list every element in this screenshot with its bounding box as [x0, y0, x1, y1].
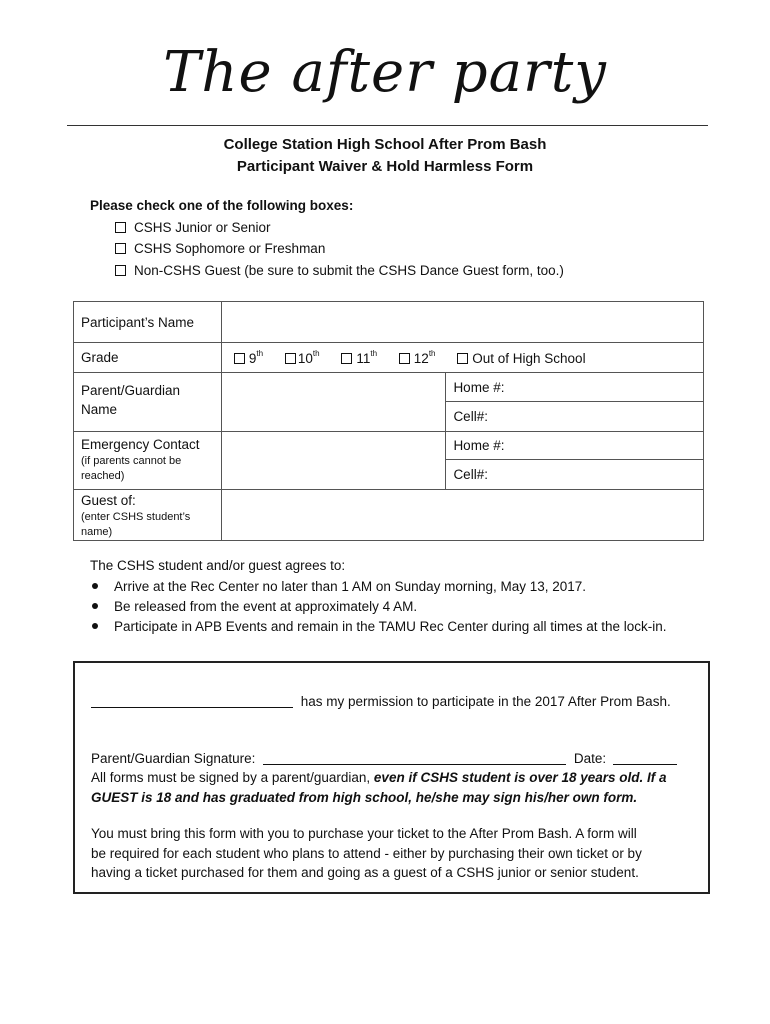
- grade-option-10[interactable]: 10th: [285, 349, 320, 366]
- participant-name-field[interactable]: [221, 302, 703, 343]
- grade-option-9[interactable]: 9th: [234, 349, 263, 366]
- bring-form-note: having a ticket purchased for them and going as a guest of a CSHS junior or senior student.: [91, 865, 639, 880]
- checkbox[interactable]: [457, 353, 468, 364]
- grade-option-12[interactable]: 12th: [399, 349, 436, 366]
- bring-form-note: be required for each student who plans to attend - either by purchasing their own ticket or by: [91, 846, 642, 861]
- checkbox[interactable]: [115, 243, 126, 254]
- signature-blank[interactable]: [263, 764, 566, 765]
- parent-home-phone[interactable]: Home #:: [446, 373, 704, 402]
- agreement-intro: The CSHS student and/or guest agrees to:: [90, 558, 346, 573]
- parent-cell-phone[interactable]: Cell#:: [446, 402, 704, 432]
- emergency-home-phone[interactable]: Home #:: [446, 432, 704, 460]
- grade-label: Grade: [74, 343, 222, 373]
- checkbox[interactable]: [399, 353, 410, 364]
- emergency-contact-label: Emergency Contact (if parents cannot be reached): [74, 432, 222, 490]
- signature-line: Parent/Guardian Signature: Date:: [91, 751, 677, 766]
- guest-of-field[interactable]: [221, 490, 703, 541]
- checkbox[interactable]: [341, 353, 352, 364]
- checkbox[interactable]: [234, 353, 245, 364]
- checkbox[interactable]: [285, 353, 296, 364]
- parent-guardian-name-field[interactable]: [221, 373, 446, 432]
- grade-option-11[interactable]: 11th: [341, 349, 377, 366]
- grade-options: [221, 343, 703, 373]
- checkbox-option-sophomore-freshman[interactable]: CSHS Sophomore or Freshman: [115, 241, 325, 256]
- page-title: The after party: [163, 40, 607, 105]
- checkbox[interactable]: [115, 222, 126, 233]
- participant-info-table: [73, 301, 704, 541]
- checkbox-option-guest[interactable]: Non-CSHS Guest (be sure to submit the CSHS Dance Guest form, too.): [115, 263, 564, 278]
- guest-of-label: Guest of: (enter CSHS student’s name): [74, 490, 222, 541]
- emergency-cell-phone[interactable]: Cell#:: [446, 460, 704, 490]
- grade-option-out-of-high-school[interactable]: Out of High School: [457, 351, 585, 366]
- student-name-blank[interactable]: [91, 707, 293, 708]
- signature-requirement-note: All forms must be signed by a parent/guardian, even if CSHS student is over 18 years old. If a: [91, 770, 667, 785]
- agreement-item: Arrive at the Rec Center no later than 1 AM on Sunday morning, May 13, 2017.: [92, 579, 586, 594]
- parent-guardian-label: Parent/Guardian Name: [74, 373, 222, 432]
- date-blank[interactable]: [613, 764, 677, 765]
- bring-form-note: You must bring this form with you to purchase your ticket to the After Prom Bash. A form will: [91, 826, 637, 841]
- emergency-contact-field[interactable]: [221, 432, 446, 490]
- title-rule: [67, 125, 708, 126]
- checkbox-prompt: Please check one of the following boxes:: [90, 198, 354, 213]
- checkbox-option-junior-senior[interactable]: CSHS Junior or Senior: [115, 220, 271, 235]
- checkbox[interactable]: [115, 265, 126, 276]
- school-heading: College Station High School After Prom Bash: [223, 136, 547, 153]
- form-heading: Participant Waiver & Hold Harmless Form: [236, 158, 534, 175]
- agreement-item: Be released from the event at approximately 4 AM.: [92, 599, 417, 614]
- agreement-item: Participate in APB Events and remain in the TAMU Rec Center during all times at the lock-in.: [92, 619, 667, 634]
- participant-name-label: Participant’s Name: [74, 302, 222, 343]
- permission-line: has my permission to participate in the 2017 After Prom Bash.: [91, 694, 671, 709]
- guest-signature-note: GUEST is 18 and has graduated from high school, he/she may sign his/her own form.: [91, 790, 638, 805]
